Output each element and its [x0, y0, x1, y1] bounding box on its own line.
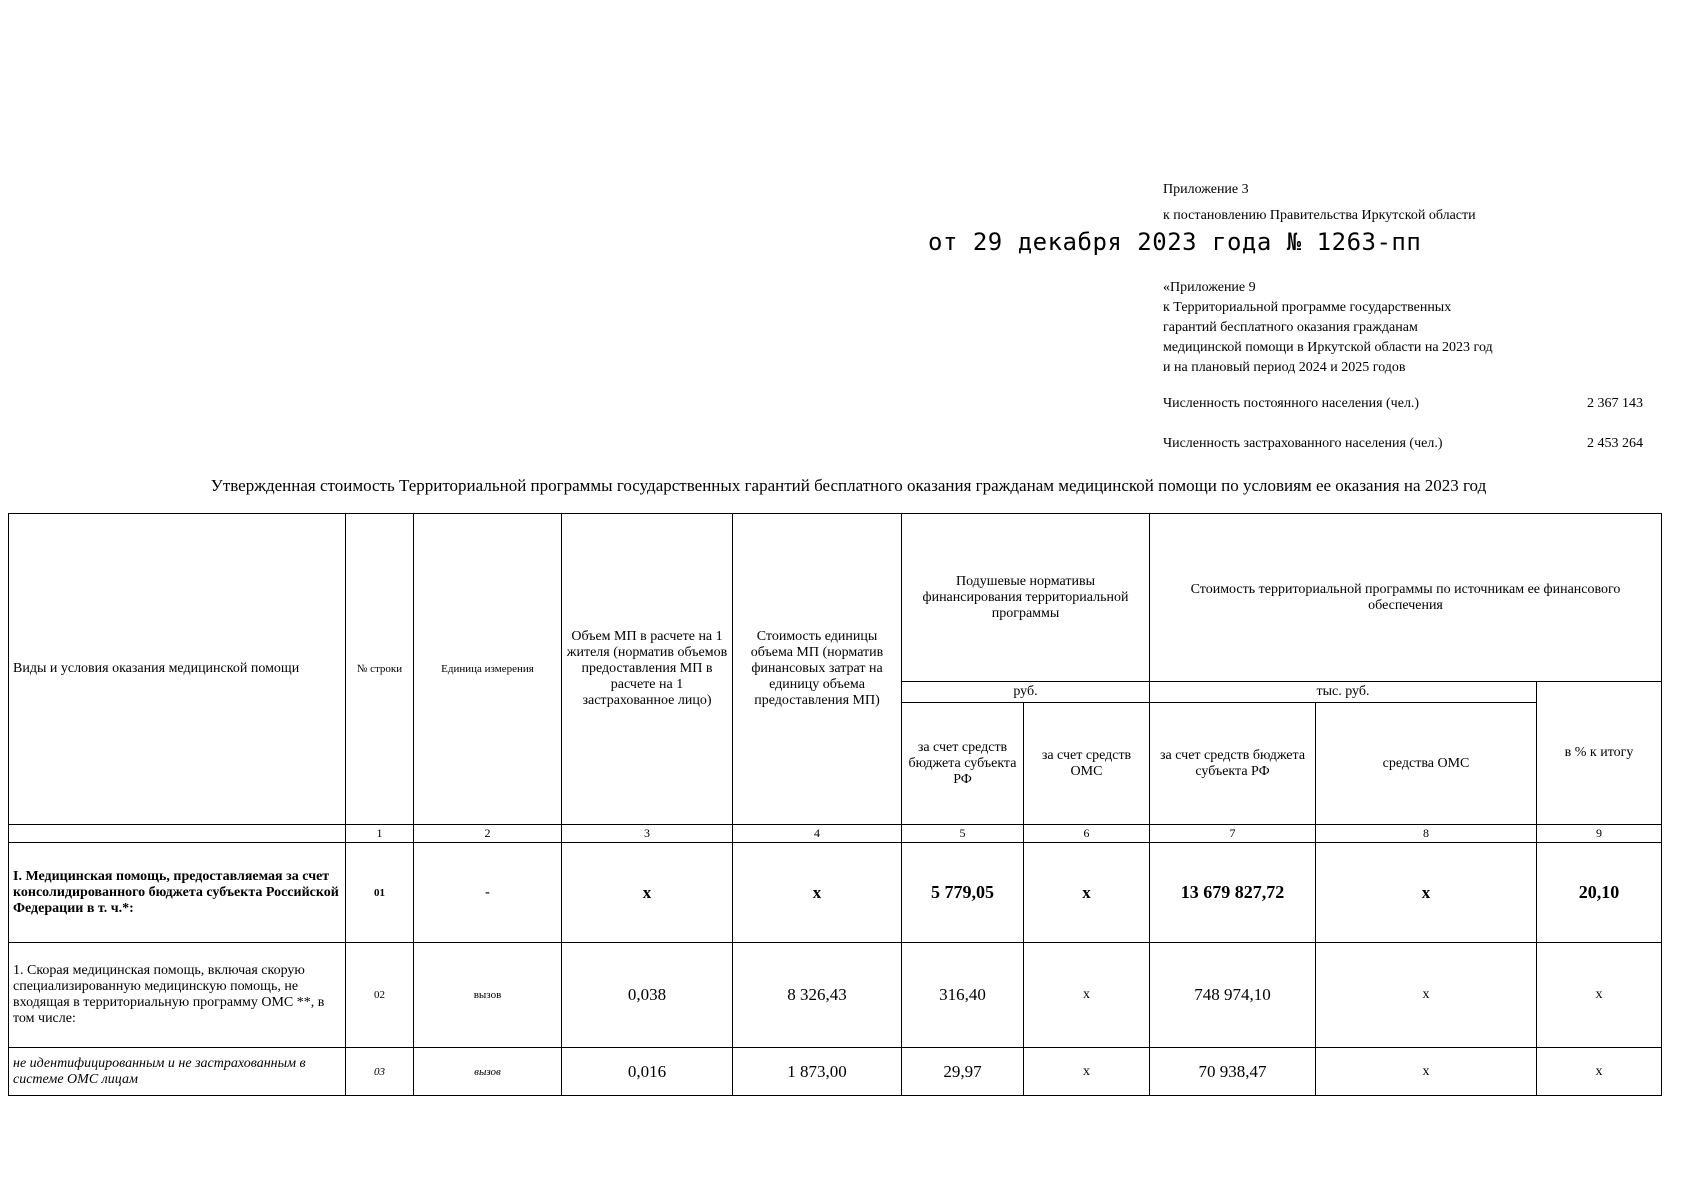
- inner-appendix-line-4: медицинской помощи в Иркутской области на 2023 год: [1163, 340, 1493, 355]
- document-title: Утвержденная стоимость Территориальной программы государственных гарантий бесплатного оказания гражданам медицинской помощи по условиям ее оказания на 2023 год: [210, 476, 1487, 495]
- column-number: 4: [733, 825, 902, 843]
- row-per-capita-oms: x: [1024, 1048, 1150, 1096]
- column-number: 3: [562, 825, 733, 843]
- row-no: 02: [346, 943, 414, 1048]
- row-percent: x: [1537, 943, 1662, 1048]
- row-no: 01: [346, 843, 414, 943]
- col-header-budget-subject-7: за счет средств бюджета субъекта РФ: [1150, 703, 1316, 825]
- insured-population: [1163, 436, 1643, 452]
- insured-population-label: Численность застрахованного населения (чел.): [1163, 436, 1443, 451]
- row-cost-oms: x: [1316, 1048, 1537, 1096]
- column-number: 7: [1150, 825, 1316, 843]
- row-name: 1. Скорая медицинская помощь, включая скорую специализированную медицинскую помощь, не входящая в территориальную программу ОМС **, в том числе:: [9, 943, 346, 1048]
- insured-population-value: 2 453 264: [1587, 436, 1643, 451]
- row-per-capita-budget: 5 779,05: [902, 843, 1024, 943]
- col-header-types: Виды и условия оказания медицинской помощи: [9, 514, 346, 825]
- col-header-volume: Объем МП в расчете на 1 жителя (норматив объемов предоставления МП в расчете на 1 застрахованное лицо): [562, 514, 733, 825]
- row-no: 03: [346, 1048, 414, 1096]
- permanent-population-label: Численность постоянного населения (чел.): [1163, 396, 1420, 411]
- row-cost-budget: 70 938,47: [1150, 1048, 1316, 1096]
- row-unit: вызов: [414, 1048, 562, 1096]
- row-percent: x: [1537, 1048, 1662, 1096]
- column-number: 5: [902, 825, 1024, 843]
- col-header-program-cost: Стоимость территориальной программы по источникам ее финансового обеспечения: [1150, 514, 1662, 682]
- resolution-reference: к постановлению Правительства Иркутской области: [1163, 208, 1476, 223]
- row-volume: x: [562, 843, 733, 943]
- col-header-rub: руб.: [902, 682, 1150, 703]
- row-cost-oms: x: [1316, 843, 1537, 943]
- row-volume: 0,016: [562, 1048, 733, 1096]
- col-header-unit-cost: Стоимость единицы объема МП (норматив финансовых затрат на единицу объема предоставления МП): [733, 514, 902, 825]
- col-header-budget-subject: за счет средств бюджета субъекта РФ: [902, 703, 1024, 825]
- col-header-percent-total: в % к итогу: [1537, 682, 1662, 825]
- column-number-blank: [9, 825, 346, 843]
- table-row: [9, 943, 1662, 1048]
- column-number: 6: [1024, 825, 1150, 843]
- table-row: [9, 843, 1662, 943]
- row-cost-budget: 13 679 827,72: [1150, 843, 1316, 943]
- row-per-capita-budget: 29,97: [902, 1048, 1024, 1096]
- column-number: 9: [1537, 825, 1662, 843]
- col-header-oms-8: средства ОМС: [1316, 703, 1537, 825]
- permanent-population-value: 2 367 143: [1587, 396, 1643, 411]
- row-per-capita-budget: 316,40: [902, 943, 1024, 1048]
- row-per-capita-oms: x: [1024, 843, 1150, 943]
- row-cost-budget: 748 974,10: [1150, 943, 1316, 1048]
- row-percent: 20,10: [1537, 843, 1662, 943]
- row-cost-oms: x: [1316, 943, 1537, 1048]
- column-number-row: [9, 825, 1662, 843]
- row-unit-cost: x: [733, 843, 902, 943]
- col-header-thousand-rub: тыс. руб.: [1150, 682, 1537, 703]
- inner-appendix-line-1: «Приложение 9: [1163, 280, 1256, 295]
- row-unit: вызов: [414, 943, 562, 1048]
- col-header-oms-funds: за счет средств ОМС: [1024, 703, 1150, 825]
- decree-date-number: от 29 декабря 2023 года № 1263-пп: [928, 228, 1422, 256]
- appendix-number: Приложение 3: [1163, 182, 1249, 197]
- table-row: [9, 1048, 1662, 1096]
- row-unit: -: [414, 843, 562, 943]
- row-volume: 0,038: [562, 943, 733, 1048]
- permanent-population: [1163, 396, 1643, 412]
- row-name: не идентифицированным и не застрахованным в системе ОМС лицам: [9, 1048, 346, 1096]
- column-number: 2: [414, 825, 562, 843]
- inner-appendix-line-5: и на плановый период 2024 и 2025 годов: [1163, 360, 1406, 375]
- inner-appendix-line-2: к Территориальной программе государственных: [1163, 300, 1452, 315]
- cost-table: [8, 513, 1662, 1096]
- col-header-per-capita: Подушевые нормативы финансирования территориальной программы: [902, 514, 1150, 682]
- row-unit-cost: 1 873,00: [733, 1048, 902, 1096]
- col-header-row-no: № строки: [346, 514, 414, 825]
- column-number: 8: [1316, 825, 1537, 843]
- row-unit-cost: 8 326,43: [733, 943, 902, 1048]
- row-per-capita-oms: x: [1024, 943, 1150, 1048]
- column-number: 1: [346, 825, 414, 843]
- col-header-unit: Единица измерения: [414, 514, 562, 825]
- inner-appendix-line-3: гарантий бесплатного оказания гражданам: [1163, 320, 1418, 335]
- row-name: I. Медицинская помощь, предоставляемая за счет консолидированного бюджета субъекта Российской Федерации в т. ч.*:: [9, 843, 346, 943]
